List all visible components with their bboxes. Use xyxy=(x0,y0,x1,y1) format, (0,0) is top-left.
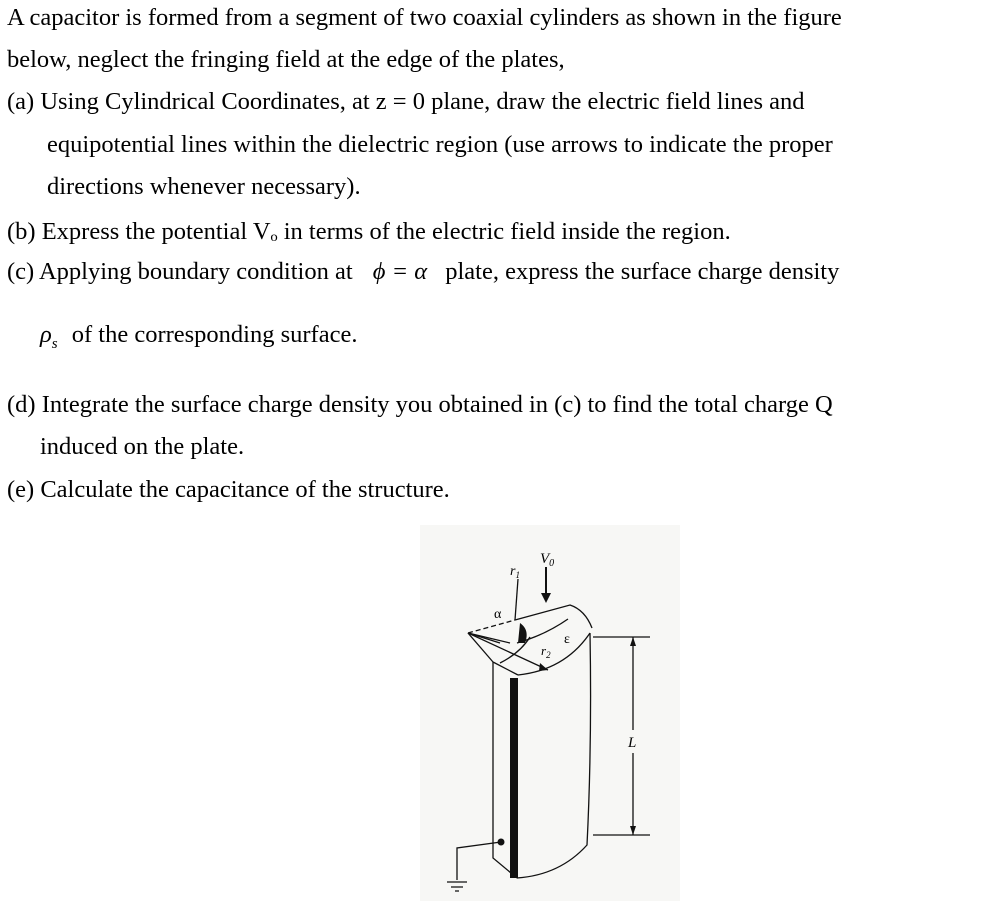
inner-plate-top xyxy=(518,623,527,643)
part-a-line-2: equipotential lines within the dielectric region (use arrows to indicate the proper xyxy=(47,131,833,158)
part-c-line-1 xyxy=(7,258,839,286)
ground-icon xyxy=(447,882,467,891)
l-arrow-bottom xyxy=(630,826,636,835)
label-v0: $V_0$ xyxy=(540,551,555,569)
inner-plate-strip xyxy=(510,678,518,878)
dashed-radius xyxy=(468,620,515,633)
part-a-line-3: directions whenever necessary). xyxy=(47,173,361,200)
capacitor-drawing xyxy=(420,525,680,901)
top-edge xyxy=(515,605,592,628)
phi-equals-alpha: ϕ = α xyxy=(372,258,428,285)
part-c-text-2: of the corresponding surface. xyxy=(71,321,358,348)
l-arrow-top xyxy=(630,637,636,646)
intro-line-2: below, neglect the fringing field at the edge of the plates, xyxy=(7,46,565,73)
label-epsilon: ε xyxy=(564,632,570,647)
part-d-line-2: induced on the plate. xyxy=(40,433,245,460)
outer-cylinder-edge xyxy=(517,633,591,878)
part-b-line-1: (b) Express the potential Vₒ in terms of the electric field inside the region. xyxy=(7,218,731,245)
part-d-line-1: (d) Integrate the surface charge density you obtained in (c) to find the total charge Q xyxy=(7,391,833,418)
v0-arrowhead xyxy=(541,593,551,603)
capacitor-figure xyxy=(420,525,680,901)
intro-line-1: A capacitor is formed from a segment of two coaxial cylinders as shown in the figure xyxy=(7,4,842,31)
label-alpha: α xyxy=(494,607,502,622)
length-dimension xyxy=(593,637,650,835)
label-r2: $r_2$ xyxy=(541,643,551,660)
label-length: L xyxy=(628,735,637,751)
r2-arrowhead xyxy=(539,663,548,671)
r2-line xyxy=(468,633,548,670)
part-a-line-1: (a) Using Cylindrical Coordinates, at z = 0 plane, draw the electric field lines and xyxy=(7,88,805,115)
rho-subscript: s xyxy=(51,335,58,352)
ground-wire xyxy=(457,842,501,880)
part-c-line-2 xyxy=(40,321,357,358)
part-c-text-pre: (c) Applying boundary condition at xyxy=(7,258,353,285)
ground-terminal xyxy=(498,839,505,846)
part-c-text-post: plate, express the surface charge density xyxy=(445,258,840,285)
rho-symbol: ρ xyxy=(40,321,52,348)
label-r1: $r_1$ xyxy=(510,564,520,580)
r1-leader xyxy=(515,579,518,620)
part-e-line-1: (e) Calculate the capacitance of the structure. xyxy=(7,476,450,503)
